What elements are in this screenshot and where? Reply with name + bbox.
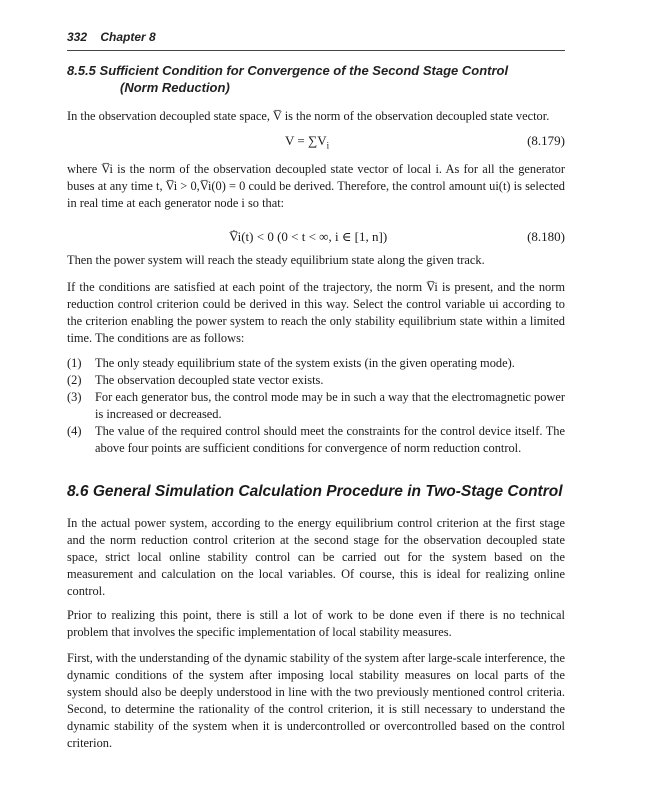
list-item	[67, 355, 565, 372]
paragraph-4: If the conditions are satisfied at each point of the trajectory, the norm V̅i is present, and the norm reduction control criterion could be derived in this way. Select the control variable ui according to the criterion enabling the power system to reach the only stability equilibrium state within a limited time. The conditions are as follows:	[67, 280, 565, 345]
paragraph-5: In the actual power system, according to the energy equilibrium control criterion at the first stage and the norm reduction control criterion at the second stage for the observation decoupled state space, strict local online stability control can be carried out for the system based on the measurement and calculation on the local variables. Of course, this is ideal for realizing online control.	[67, 516, 565, 598]
list-item-text: For each generator bus, the control mode may be in such a way that the electromagnetic power is increased or decreased.	[95, 390, 565, 421]
paragraph-3: Then the power system will reach the steady equilibrium state along the given track.	[67, 253, 485, 267]
section-heading: 8.6 General Simulation Calculation Procedure in Two-Stage Control	[67, 483, 563, 500]
paragraph-6: Prior to realizing this point, there is still a lot of work to be done even if there is no technical problem that involves the specific implementation of local stability measures.	[67, 608, 565, 639]
list-marker: (4)	[67, 424, 82, 438]
subsection-heading	[67, 62, 565, 96]
list-item-text: The only steady equilibrium state of the system exists (in the given operating mode).	[95, 356, 515, 370]
equation-8-180-expression: V̅̇i(t) < 0 (0 < t < ∞, i ∈ [1, n])	[229, 229, 388, 244]
paragraph-7: First, with the understanding of the dynamic stability of the system after large-scale interference, the dynamic conditions of the system after imposing local stability measures on local parts of the system should also be deeply understood in line with the two previously mentioned control criteria. Second, to determine the rationality of the control criterion, it is still necessary to understand the dynamic stability of the system when it is undercontrolled or overcontrolled based on the control criterion.	[67, 651, 565, 750]
list-item	[67, 372, 565, 389]
equation-8-179-expression: $V = \sum V_i$	[285, 133, 330, 151]
list-marker: (1)	[67, 356, 82, 370]
list-item-text: The value of the required control should meet the constraints for the control device itself. The above four points are sufficient conditions for convergence of norm reduction control.	[95, 424, 565, 455]
paragraph-2: where V̅i is the norm of the observation decoupled state vector of local i. As for all the generator buses at any time t, V̅i > 0,V̅i(0) = 0 could be derived. Therefore, the control amount ui(t) is selected in real time at each generator node i so that:	[67, 162, 565, 210]
equation-8-180-number: (8.180)	[527, 229, 565, 244]
equation-8-179-number: (8.179)	[527, 133, 565, 148]
subsection-title-line1: 8.5.5 Sufficient Condition for Convergence of the Second Stage Control	[67, 63, 509, 78]
header-rule	[67, 50, 565, 51]
list-marker: (3)	[67, 390, 82, 404]
paragraph-1: In the observation decoupled state space, V̅ is the norm of the observation decoupled state vector.	[67, 109, 550, 123]
chapter-label: Chapter 8	[100, 30, 156, 44]
subsection-title-line2: (Norm Reduction)	[120, 80, 230, 95]
list-item-text: The observation decoupled state vector exists.	[95, 373, 324, 387]
list-item	[67, 389, 565, 423]
running-head	[67, 30, 565, 44]
list-marker: (2)	[67, 373, 82, 387]
conditions-list	[67, 355, 565, 457]
list-item	[67, 423, 565, 457]
page-number: 332	[67, 30, 88, 44]
